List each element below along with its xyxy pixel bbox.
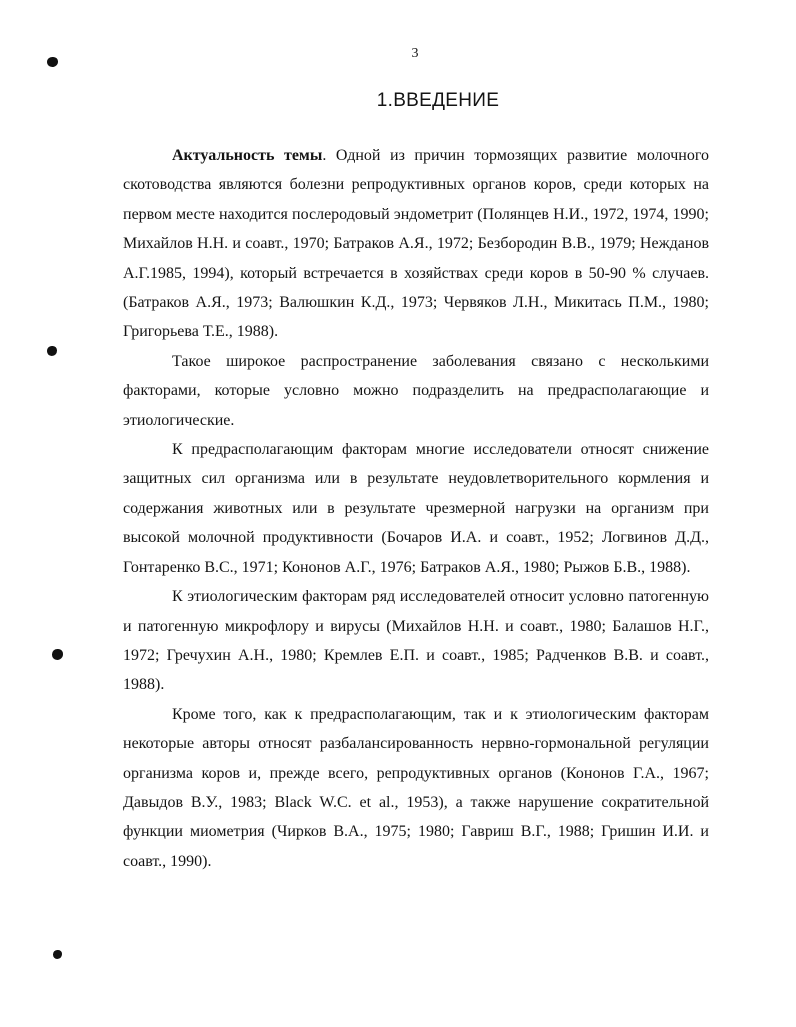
section-heading: 1.ВВЕДЕНИЕ <box>376 90 500 111</box>
paragraph-text: . Одной из причин тормозящих развитие молочного скотоводства являются болезни репродуктивных органов коров, среди которых на первом месте находится послеродовый эндометрит (Полянцев Н.И., 1972, 1974, 1990; Михайлов Н.Н. и соавт., 1970; Батраков А.Я., 1972; Безбородин В.В., 1979; Нежданов А.Г.1985, 1994), который встречается в хозяйствах среди коров в 50-90 % случаев. (Батраков А.Я., 1973; Валюшкин К.Д., 1973; Червяков Л.Н., Микитась П.М., 1980; Григорьева Т.Е., 1988). <box>123 147 710 341</box>
paragraph-prevalence: Такое широкое распространение заболевания связано с несколькими факторами, которые условно можно подразделить на предрасполагающие и этиологические. <box>123 352 709 429</box>
paragraph-predisposing-factors: К предрасполагающим факторам многие исследователи относят снижение защитных сил организма или в результате неудовлетворительного кормления и содержания животных или в результате чрезмерной нагрузки на организм при высокой молочной продуктивности (Бочаров И.А. и соавт., 1952; Логвинов Д.Д., Гонтаренко В.С., 1971; Кононов А.Г., 1976; Батраков А.Я., 1980; Рыжов Б.В., 1988). <box>123 441 709 576</box>
paragraph-etiological-factors: К этиологическим факторам ряд исследователей относит условно патогенную и патогенную микрофлору и вирусы (Михайлов Н.Н. и соавт., 1980; Балашов Н.Г., 1972; Гречухин А.Н., 1980; Кремлев Е.П. и соавт., 1985; Радченков В.В. и соавт., 1988). <box>123 588 709 694</box>
paragraph-relevance <box>123 141 709 347</box>
paragraph-lead-term: Актуальность темы <box>172 147 323 164</box>
page-number: 3 <box>411 46 419 61</box>
punch-hole-mark <box>53 950 62 959</box>
punch-hole-mark <box>47 346 57 356</box>
punch-hole-mark <box>52 649 63 660</box>
paragraph-neurohormonal: Кроме того, как к предрасполагающим, так и к этиологическим факторам некоторые авторы относят разбалансированность нервно-гормональной регуляции организма коров и, прежде всего, репродуктивных органов (Кононов Г.А., 1967; Давыдов В.У., 1983; Black W.C. et al., 1953), а также нарушение сократительной функции миометрия (Чирков В.А., 1975; 1980; Гавриш В.Г., 1988; Гришин И.И. и соавт., 1990). <box>123 705 709 870</box>
body-text <box>123 141 709 876</box>
